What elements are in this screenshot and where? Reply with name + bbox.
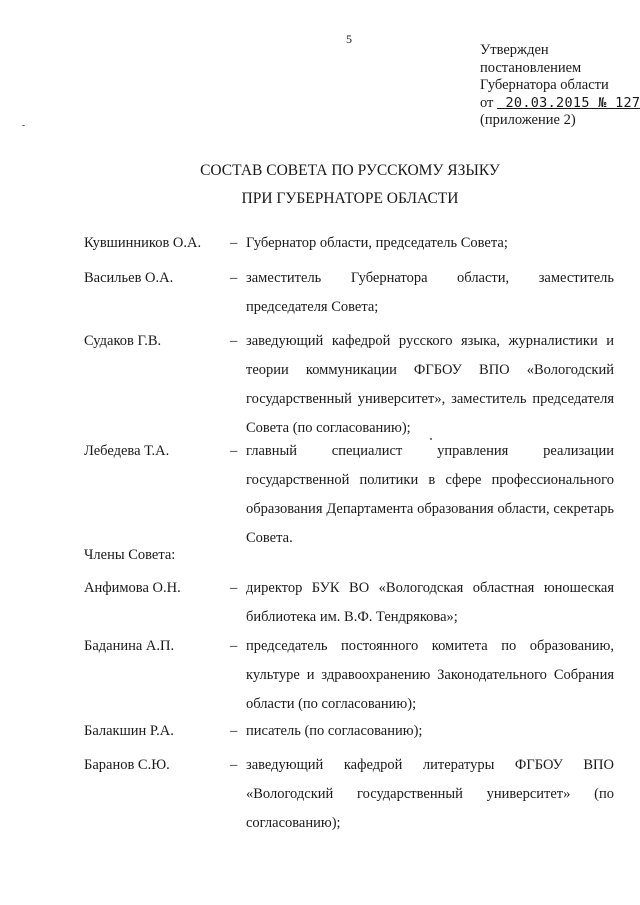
member-name: Кувшинников О.А. [84,235,202,251]
page-number: 5 [346,32,352,46]
member-role: писатель (по согласованию); [246,723,423,739]
member-role: главный специалист управления реализации государственной политики в сфере профессионального образования Департамента образования области, секретарь Совета. [246,443,614,546]
member-name: Васильев О.А. [84,270,174,286]
dash: – [230,333,238,349]
document-title [0,157,640,213]
dash: – [230,723,238,739]
member-name: Лебедева Т.А. [84,443,170,459]
date-stamp [497,95,640,111]
scan-speck [22,125,25,126]
member-role: заместитель Губернатора области, заместитель председателя Совета; [246,270,614,315]
dash: – [230,638,238,654]
approval-attachment: (приложение 2) [480,112,576,128]
approval-block [480,42,640,130]
member-role: Губернатор области, председатель Совета; [246,235,508,251]
dash: – [230,757,238,773]
approval-line-2: постановлением [480,59,582,76]
dash: – [230,270,238,286]
number-value: 127 [615,94,640,111]
member-name: Анфимова О.Н. [84,580,181,596]
members-header: Члены Совета: [84,547,176,563]
member-role: директор БУК ВО «Вологодская областная юношеская библиотека им. В.Ф. Тендрякова»; [246,580,614,625]
approval-date-line [480,94,640,113]
date-value: 20.03.2015 [505,94,590,111]
member-name: Судаков Г.В. [84,333,162,349]
member-name: Баранов С.Ю. [84,757,170,773]
title-line-1: СОСТАВ СОВЕТА ПО РУССКОМУ ЯЗЫКУ [200,162,500,179]
scan-speck [430,438,432,440]
dash: – [230,443,238,459]
member-role: заведующий кафедрой литературы ФГБОУ ВПО «Вологодский государственный университет» (по согласованию); [246,757,614,831]
member-role: председатель постоянного комитета по образованию, культуре и здравоохранению Законодательного Собрания области (по согласованию); [246,638,614,712]
member-name: Балакшин Р.А. [84,723,174,739]
title-line-2: ПРИ ГУБЕРНАТОРЕ ОБЛАСТИ [241,190,459,207]
date-prefix: от [480,94,494,111]
approval-line-1: Утвержден [480,42,549,58]
member-name: Баданина А.П. [84,638,175,654]
number-sign: № [598,94,607,111]
dash: – [230,580,238,596]
dash: – [230,235,238,251]
member-role: заведующий кафедрой русского языка, журналистики и теории коммуникации ФГБОУ ВПО «Вологодский государственный университет», заместитель председателя Совета (по согласованию); [246,333,614,436]
approval-line-3: Губернатора области [480,77,609,93]
